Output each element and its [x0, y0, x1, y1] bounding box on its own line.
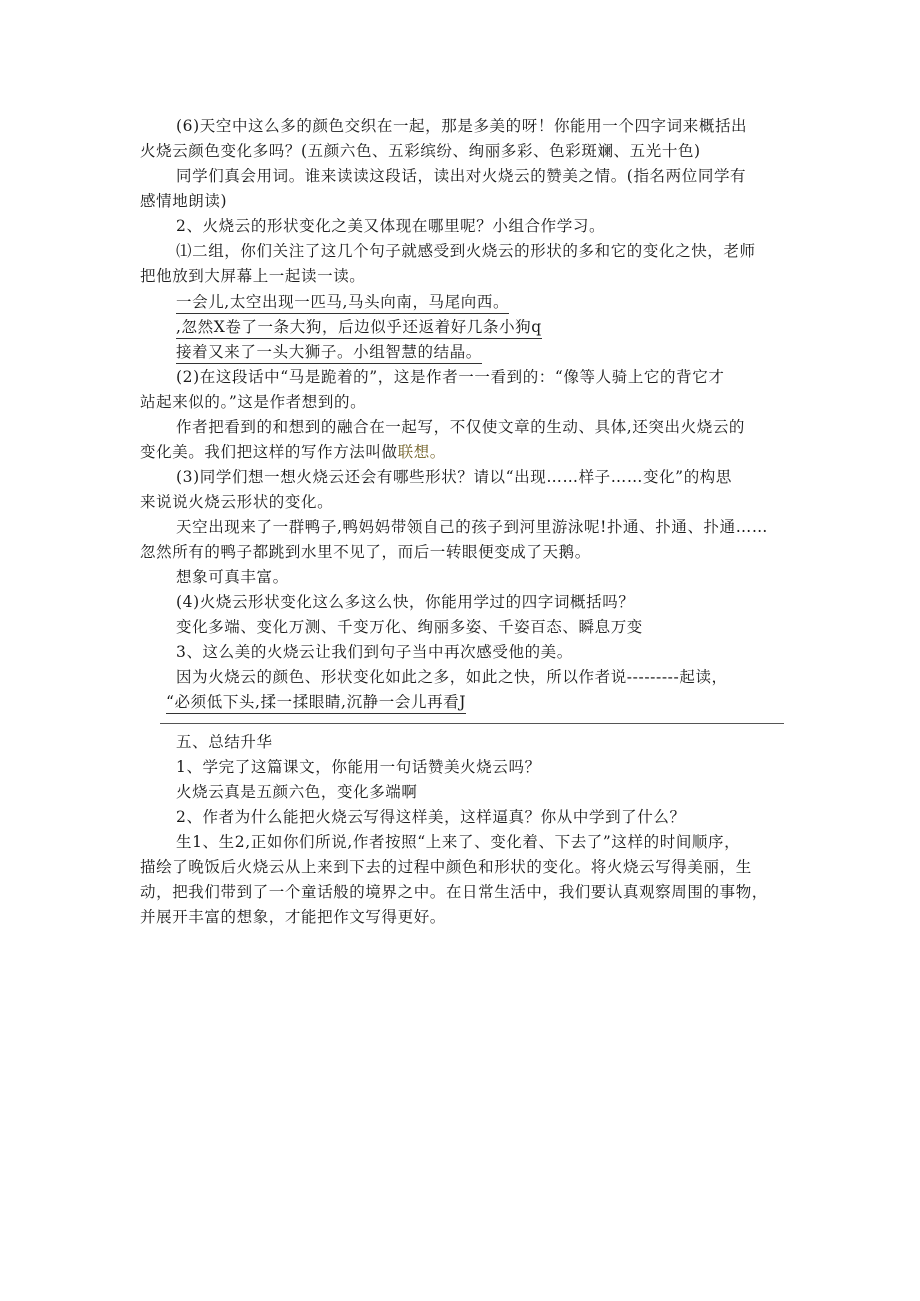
paragraph-line: 2、作者为什么能把火烧云写得这样美，这样逼真？你从中学到了什么？: [176, 808, 686, 826]
paragraph-line: ⑴二组，你们关注了这几个句子就感受到火烧云的形状的多和它的变化之快，老师: [176, 242, 756, 260]
paragraph-line: (6)天空中这么多的颜色交织在一起，那是多美的呀！你能用一个四字词来概括出: [176, 117, 748, 135]
horizontal-rule: [160, 723, 784, 724]
paragraph-line: 并展开丰富的想象，才能把作文写得更好。: [140, 908, 446, 926]
paragraph-line: 把他放到大屏幕上一起读一读。: [140, 267, 366, 285]
paragraph-line: 天空出现来了一群鸭子,鸭妈妈带领自己的孩子到河里游泳呢!扑通、扑通、扑通……: [176, 518, 768, 536]
section-heading: 五、总结升华: [176, 733, 273, 751]
paragraph-line: (4)火烧云形状变化这么多这么快，你能用学过的四字词概括吗？: [176, 593, 635, 611]
underlined-quote: “必须低下头,揉一揉眼睛,沉静一会儿再看J: [166, 692, 466, 714]
paragraph-line: 站起来似的。”这是作者想到的。: [140, 393, 367, 411]
underlined-sentence: 接着又来了一头大狮子。小组智慧的结晶。: [176, 342, 482, 364]
paragraph-line: 变化多端、变化万测、千变万化、绚丽多姿、千姿百态、瞬息万变: [176, 618, 643, 636]
paragraph-line: [140, 442, 446, 462]
paragraph-line: 3、这么美的火烧云让我们到句子当中再次感受他的美。: [176, 643, 573, 661]
paragraph-line: (2)在这段话中“马是跪着的”，这是作者一一看到的：“像等人骑上它的背它才: [176, 368, 725, 386]
paragraph-line: 生1、生2,正如你们所说,作者按照“上来了、变化着、下去了”这样的时间顺序，: [176, 833, 741, 851]
highlighted-word: 联想。: [397, 443, 446, 461]
paragraph-line: 作者把看到的和想到的融合在一起写，不仅使文章的生动、具体,还突出火烧云的: [176, 418, 746, 436]
paragraph-line: 火烧云颜色变化多吗？(五颜六色、五彩缤纷、绚丽多彩、色彩斑斓、五光十色): [140, 142, 701, 160]
paragraph-line: 2、火烧云的形状变化之美又体现在哪里呢？小组合作学习。: [176, 217, 606, 235]
paragraph-line: 想象可真丰富。: [176, 568, 289, 586]
paragraph-line: 忽然所有的鸭子都跳到水里不见了，而后一转眼便变成了天鹅。: [140, 543, 591, 561]
paragraph-text: 变化美。我们把这样的写作方法叫做: [140, 443, 398, 461]
paragraph-line: 描绘了晚饭后火烧云从上来到下去的过程中颜色和形状的变化。将火烧云写得美丽，生: [140, 858, 752, 876]
paragraph-line: 火烧云真是五颜六色，变化多端啊: [176, 783, 418, 801]
paragraph-line: 同学们真会用词。谁来读读这段话，读出对火烧云的赞美之情。(指名两位同学有: [176, 167, 747, 185]
paragraph-line: 因为火烧云的颜色、形状变化如此之多，如此之快，所以作者说---------起读，: [176, 668, 728, 686]
paragraph-line: (3)同学们想一想火烧云还会有哪些形状？请以“出现……样子……变化”的构思: [176, 468, 733, 486]
paragraph-line: 动，把我们带到了一个童话般的境界之中。在日常生活中，我们要认真观察周围的事物，: [140, 883, 768, 901]
paragraph-line: 1、学完了这篇课文，你能用一句话赞美火烧云吗？: [176, 758, 541, 776]
underlined-sentence: 一会儿,太空出现一匹马,马头向南，马尾向西。: [176, 292, 509, 314]
paragraph-line: 感情地朗读): [140, 192, 228, 210]
underlined-sentence: ,忽然X卷了一条大狗，后边似乎还返着好几条小狗q: [176, 317, 542, 339]
paragraph-line: 来说说火烧云形状的变化。: [140, 493, 334, 511]
